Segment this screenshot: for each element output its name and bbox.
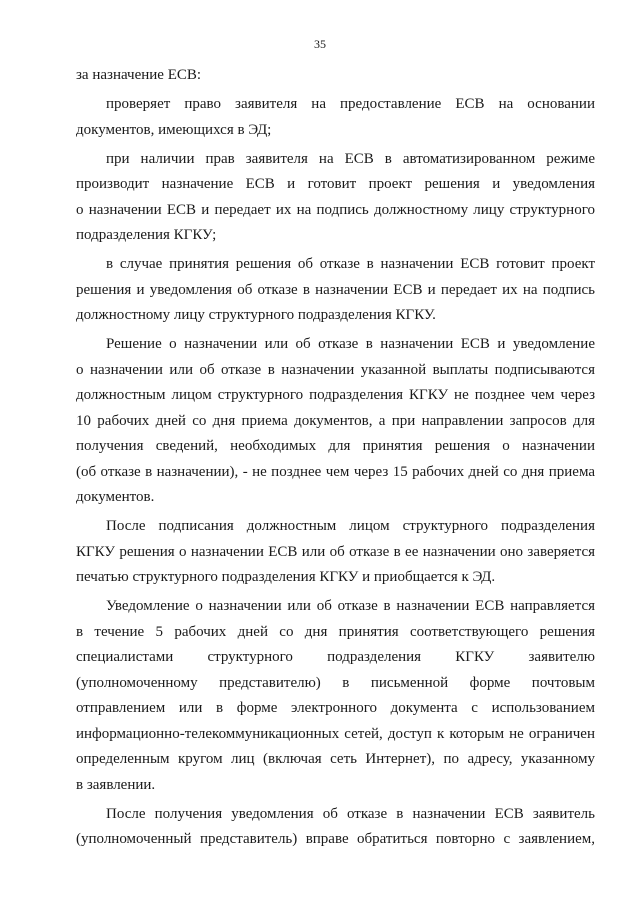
text-line: печатью структурного подразделения КГКУ и приобщается к ЭД.	[76, 569, 496, 585]
text-line: подразделения КГКУ;	[76, 227, 217, 243]
text-line: Решение о назначении или об отказе в назначении ЕСВ и уведомление	[106, 336, 595, 352]
text-line: определенным кругом лиц (включая сеть Интернет), по адресу, указанному	[76, 751, 595, 767]
text-line: о назначении или об отказе в назначении указанной выплаты подписываются	[76, 361, 595, 378]
text-line: производит назначение ЕСВ и готовит проект решения и уведомления	[76, 176, 595, 192]
text-line: (уполномоченному представителю) в письменной форме почтовым	[76, 674, 595, 691]
text-line: должностному лицу структурного подразделения КГКУ.	[76, 307, 436, 323]
text-line: Уведомление о назначении или об отказе в назначении ЕСВ направляется	[106, 598, 595, 614]
document-body	[76, 63, 595, 853]
text-line: документов, имеющихся в ЭД;	[76, 121, 272, 138]
text-line: решения и уведомления об отказе в назначении ЕСВ и передает их на подпись	[76, 281, 595, 298]
text-line: информационно-телекоммуникационных сетей, доступ к которым не ограничен	[76, 725, 595, 742]
text-line: в заявлении.	[76, 776, 156, 793]
page-number: 35	[314, 37, 326, 51]
text-line: в течение 5 рабочих дней со дня принятия соответствующего решения	[76, 623, 595, 640]
text-line: должностным лицом структурного подразделения КГКУ не позднее чем через	[76, 387, 595, 403]
text-line: получения сведений, необходимых для принятия решения о назначении	[76, 438, 595, 454]
text-line: проверяет право заявителя на предоставление ЕСВ на основании	[106, 96, 595, 112]
text-line: После подписания должностным лицом структурного подразделения	[106, 518, 595, 534]
text-line: 10 рабочих дней со дня приема документов, а при направлении запросов для	[76, 412, 595, 429]
text-line: документов.	[76, 489, 155, 505]
text-line: специалистами структурного подразделения КГКУ заявителю	[76, 649, 595, 665]
text-line: После получения уведомления об отказе в назначении ЕСВ заявитель	[106, 805, 595, 822]
text-line: отправлением или в форме электронного документа с использованием	[76, 700, 595, 716]
text-line: при наличии прав заявителя на ЕСВ в автоматизированном режиме	[106, 150, 595, 167]
text-line: о назначении ЕСВ и передает их на подпись должностному лицу структурного	[76, 201, 595, 218]
text-line: (уполномоченный представитель) вправе обратиться повторно с заявлением,	[76, 831, 595, 847]
text-line: за назначение ЕСВ:	[76, 67, 202, 83]
text-line: (об отказе в назначении), - не позднее чем через 15 рабочих дней со дня приема	[76, 463, 595, 480]
text-line: КГКУ решения о назначении ЕСВ или об отказе в ее назначении оно заверяется	[76, 543, 595, 560]
text-line: в случае принятия решения об отказе в назначении ЕСВ готовит проект	[106, 256, 595, 272]
